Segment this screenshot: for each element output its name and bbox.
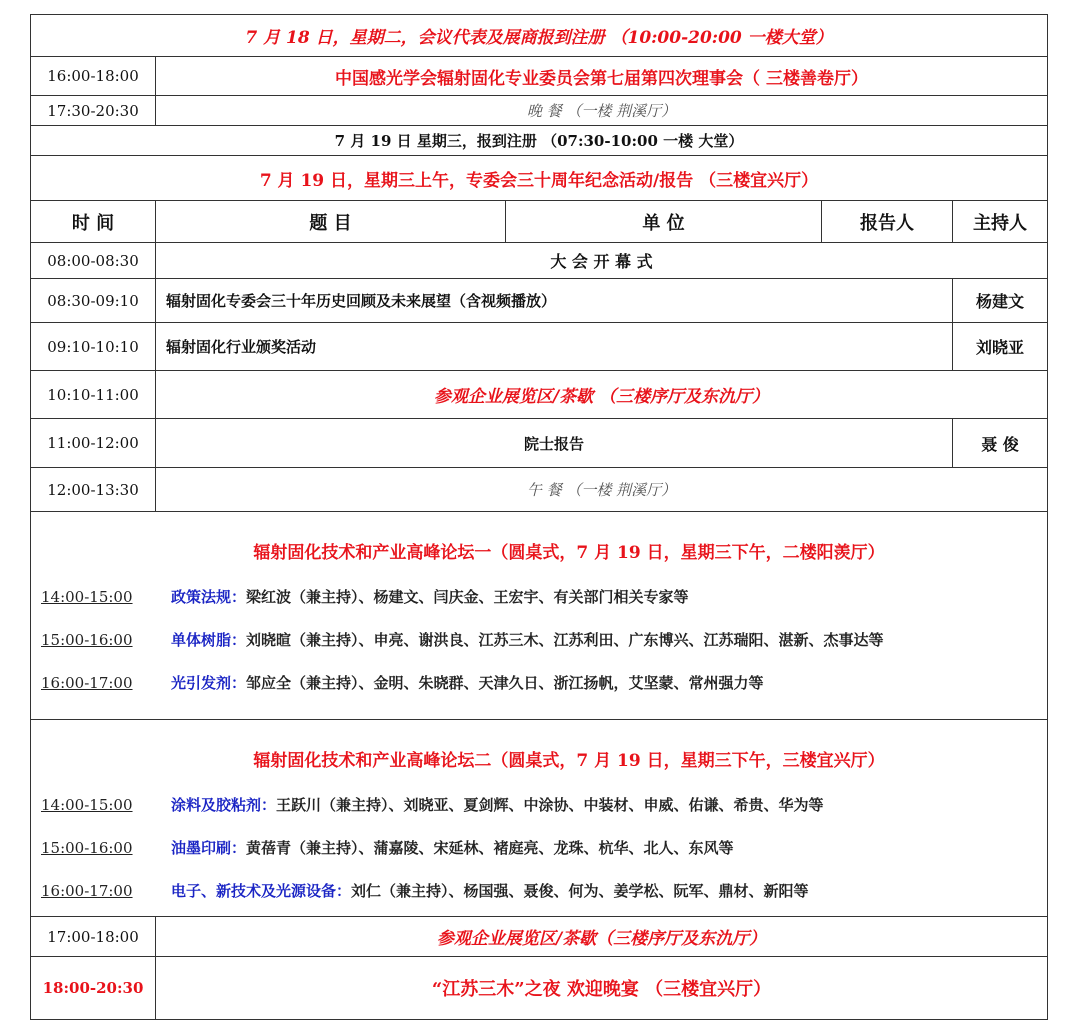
time-cell: 11:00-12:00 (31, 419, 156, 467)
forum-line (31, 575, 1047, 618)
time-cell: 16:00-18:00 (31, 57, 156, 95)
forum-line (31, 661, 1047, 704)
forum-line-people: 黄蓓青（兼主持）、蒲嘉陵、宋延林、褚庭亮、龙珠、杭华、北人、东风等 (246, 839, 734, 857)
forum-line-people: 刘仁（兼主持）、杨国强、聂俊、何为、姜学松、阮军、鼎材、新阳等 (351, 882, 809, 900)
event-cell: 晚 餐 （一楼 荆溪厅） (526, 102, 677, 120)
event-cell: 大 会 开 幕 式 (550, 252, 653, 271)
topic-cell: 院士报告 (156, 419, 953, 467)
forum-line-category: 光引发剂： (171, 674, 247, 692)
table-row (31, 57, 1047, 96)
event-cell: “江苏三木”之夜 欢迎晚宴 （三楼宜兴厅） (431, 979, 772, 1000)
forum1-title: 辐射固化技术和产业高峰论坛一（圆桌式，7 月 19 日，星期三下午，二楼阳羡厅） (253, 543, 885, 563)
time-cell: 17:30-20:30 (31, 96, 156, 125)
time-cell: 18:00-20:30 (31, 957, 156, 1019)
forum-line-time: 16:00-17:00 (41, 673, 133, 692)
col-header-time: 时 间 (31, 201, 156, 242)
time-cell: 12:00-13:30 (31, 468, 156, 511)
forum-line-people: 刘晓暄（兼主持）、申亮、谢洪良、江苏三木、江苏利田、广东博兴、江苏瑞阳、湛新、杰事达等 (246, 631, 884, 649)
forum-line-people: 王跃川（兼主持）、刘晓亚、夏剑辉、中涂协、中装材、申威、佑谦、希贵、华为等 (276, 796, 824, 814)
forum-line-category: 油墨印刷： (171, 839, 247, 857)
forum1-block (31, 512, 1047, 720)
col-header-topic: 题 目 (156, 201, 506, 242)
forum-line (31, 869, 1047, 912)
table-row (31, 957, 1047, 1019)
col-header-speaker: 报告人 (822, 201, 953, 242)
forum-line-category: 政策法规： (171, 588, 247, 606)
forum-line-people: 邹应全（兼主持）、金明、朱晓群、天津久日、浙江扬帆，艾坚蒙、常州强力等 (246, 674, 764, 692)
col-header-host: 主持人 (973, 212, 1027, 234)
day2-registration: 7 月 19 日 星期三，报到注册 （07:30-10:00 一楼 大堂） (334, 132, 744, 150)
day2-morning-header: 7 月 19 日，星期三上午，专委会三十周年纪念活动/报告 （三楼宜兴厅） (259, 170, 819, 191)
forum-line-time: 14:00-15:00 (41, 587, 133, 606)
table-row (31, 243, 1047, 279)
forum-line-time: 15:00-16:00 (41, 838, 133, 857)
topic-cell: 辐射固化行业颁奖活动 (156, 323, 953, 370)
column-header-row (31, 201, 1047, 243)
day1-header-row (31, 15, 1047, 57)
forum-line-time: 14:00-15:00 (41, 795, 133, 814)
table-row (31, 917, 1047, 957)
table-row (31, 323, 1047, 371)
host-cell: 刘晓亚 (975, 338, 1024, 357)
time-cell: 17:00-18:00 (31, 917, 156, 956)
time-cell: 10:10-11:00 (31, 371, 156, 418)
time-cell: 08:30-09:10 (31, 279, 156, 322)
table-row (31, 96, 1047, 126)
forum2-block (31, 720, 1047, 917)
forum-line-time: 15:00-16:00 (41, 630, 133, 649)
time-cell: 08:00-08:30 (31, 243, 156, 278)
event-cell: 中国感光学会辐射固化专业委员会第七届第四次理事会（ 三楼善卷厅） (335, 68, 868, 89)
table-row (31, 468, 1047, 512)
forum-line-time: 16:00-17:00 (41, 881, 133, 900)
col-header-unit: 单 位 (506, 201, 822, 242)
event-cell: 参观企业展览区/茶歇（三楼序厅及东氿厅） (436, 929, 767, 949)
topic-cell: 辐射固化专委会三十年历史回顾及未来展望（含视频播放） (156, 279, 953, 322)
forum-line-category: 单体树脂： (171, 631, 247, 649)
forum2-title: 辐射固化技术和产业高峰论坛二（圆桌式，7 月 19 日，星期三下午，三楼宜兴厅） (253, 751, 885, 771)
host-cell: 聂 俊 (981, 434, 1019, 454)
forum-line-people: 梁红波（兼主持）、杨建文、闫庆金、王宏宇、有关部门相关专家等 (246, 588, 689, 606)
forum-line (31, 826, 1047, 869)
day2-morning-header-row (31, 156, 1047, 201)
schedule-table (30, 14, 1048, 1020)
forum-line (31, 618, 1047, 661)
table-row (31, 419, 1047, 468)
forum-line-category: 电子、新技术及光源设备： (171, 882, 352, 900)
time-cell: 09:10-10:10 (31, 323, 156, 370)
event-cell: 午 餐 （一楼 荆溪厅） (526, 481, 677, 499)
day1-header: 7 月 18 日，星期二，会议代表及展商报到注册 （10:00-20:00 一楼大堂） (245, 28, 833, 48)
day2-registration-row (31, 126, 1047, 156)
table-row (31, 371, 1047, 419)
forum-line (31, 783, 1047, 826)
event-cell: 参观企业展览区/茶歇 （三楼序厅及东氿厅） (433, 387, 770, 407)
table-row (31, 279, 1047, 323)
host-cell: 杨建文 (975, 292, 1024, 311)
forum-line-category: 涂料及胶粘剂： (171, 796, 277, 814)
